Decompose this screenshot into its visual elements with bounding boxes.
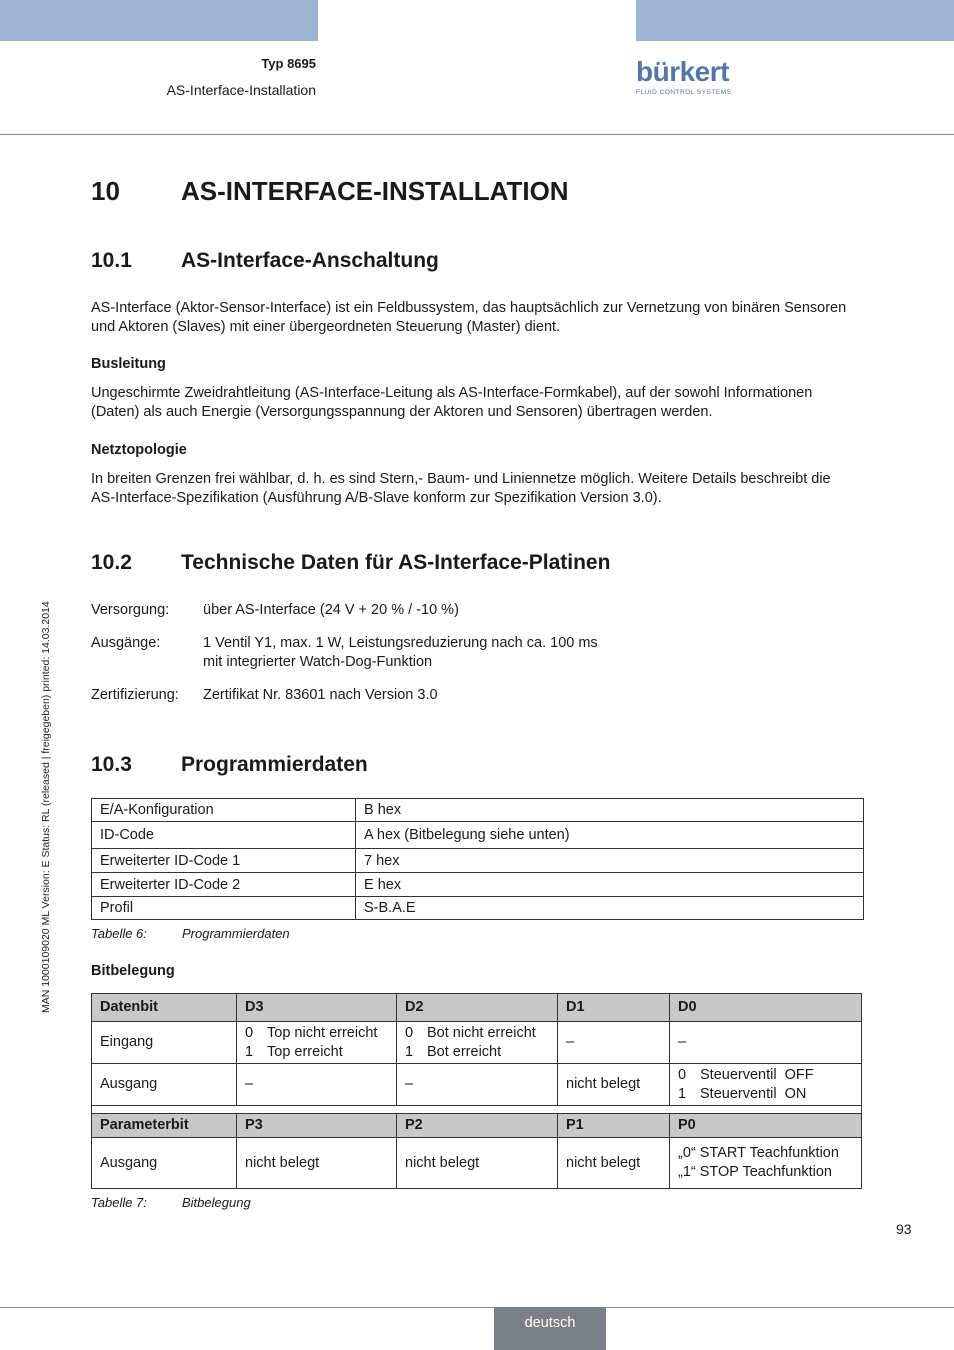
spec-value: 1 Ventil Y1, max. 1 W, Leistungsreduzierung nach ca. 100 ms: [203, 635, 598, 651]
bit-value: 0: [678, 1066, 687, 1083]
chapter-heading: [91, 176, 569, 207]
table-cell: [670, 1064, 862, 1106]
table-cell: [397, 1022, 558, 1064]
intro-paragraph: [91, 299, 863, 337]
paragraph-line: (Daten) als auch Energie (Versorgungsspannung der Aktoren und Sensoren) übertragen werden.: [91, 404, 713, 420]
section-heading-10-1: [91, 249, 439, 273]
bit-value: 0: [405, 1024, 414, 1041]
paragraph-line: In breiten Grenzen frei wählbar, d. h. es sind Stern,- Baum- und Liniennetze möglich. Weitere Details beschreibt die: [91, 471, 831, 487]
table-row: [92, 1064, 862, 1106]
table-spacer-row: [92, 1106, 862, 1114]
table-header-cell: P1: [558, 1114, 670, 1138]
page-number: 93: [896, 1221, 912, 1237]
table-header-row: [92, 994, 862, 1022]
spec-value: über AS-Interface (24 V + 20 % / -10 %): [203, 602, 459, 618]
table-cell: Ausgang: [92, 1064, 237, 1106]
header-bar-left: [0, 0, 318, 41]
table-cell: Erweiterter ID-Code 2: [92, 873, 356, 897]
paragraph-line: und Aktoren (Slaves) mit einer übergeordneten Steuerung (Master) dient.: [91, 319, 561, 335]
table-cell: Profil: [92, 897, 356, 920]
table-cell: E hex: [356, 873, 864, 897]
table-header-cell: D1: [558, 994, 670, 1022]
busleitung-paragraph: [91, 384, 863, 422]
table7-caption: [91, 1195, 251, 1210]
table-row: [92, 897, 864, 920]
section-title: Technische Daten für AS-Interface-Platinen: [181, 551, 611, 574]
doc-type: Typ 8695: [261, 56, 316, 71]
table-cell: Ausgang: [92, 1138, 237, 1189]
table-cell: –: [558, 1022, 670, 1064]
table-header-cell: Datenbit: [92, 994, 237, 1022]
bitbelegung-table: [91, 993, 862, 1189]
language-tab: deutsch: [494, 1307, 606, 1350]
bit-text: Steuerventil ON: [700, 1085, 807, 1102]
caption-number: Tabelle 7:: [91, 1195, 147, 1210]
table-header-cell: D3: [237, 994, 397, 1022]
bit-line: [678, 1085, 853, 1104]
table-cell: [670, 1138, 862, 1189]
table-cell: nicht belegt: [397, 1138, 558, 1189]
table-row: [92, 849, 864, 873]
table-row: [92, 1138, 862, 1189]
table-row: [92, 799, 864, 822]
programmierdaten-table: [91, 798, 864, 920]
netztopologie-paragraph: [91, 470, 863, 508]
bit-line: [678, 1066, 853, 1085]
logo-word: bürkert: [636, 56, 729, 87]
bit-line: „1“ STOP Teachfunktion: [678, 1164, 832, 1180]
bit-line: „0“ START Teachfunktion: [678, 1145, 839, 1161]
table-row: [92, 1022, 862, 1064]
section-number: 10.1: [91, 249, 132, 272]
spec-label: Zertifizierung:: [91, 687, 179, 703]
bit-text: Top nicht erreicht: [267, 1024, 378, 1041]
table-cell: –: [670, 1022, 862, 1064]
table-cell: –: [397, 1064, 558, 1106]
spec-value: mit integrierter Watch-Dog-Funktion: [203, 654, 433, 670]
table6-caption: [91, 926, 290, 941]
section-heading-10-2: [91, 551, 610, 575]
bitbelegung-heading: Bitbelegung: [91, 963, 175, 979]
table-cell: S-B.A.E: [356, 897, 864, 920]
table-cell: –: [237, 1064, 397, 1106]
header-divider: [0, 134, 954, 135]
burkert-logo: [636, 58, 736, 96]
caption-text: Programmierdaten: [182, 926, 290, 941]
table-cell: nicht belegt: [237, 1138, 397, 1189]
bit-value: 1: [245, 1043, 254, 1060]
table-cell: 7 hex: [356, 849, 864, 873]
footer-divider: [0, 1307, 954, 1308]
header-bar-right: [636, 0, 954, 41]
caption-number: Tabelle 6:: [91, 926, 147, 941]
spec-label: Versorgung:: [91, 602, 170, 618]
spec-label: Ausgänge:: [91, 635, 161, 651]
table-header-cell: P2: [397, 1114, 558, 1138]
paragraph-line: AS-Interface (Aktor-Sensor-Interface) ist ein Feldbussystem, das hauptsächlich zur Vernetzung von binären Sensoren: [91, 300, 847, 316]
bit-value: 1: [405, 1043, 414, 1060]
bit-line: [405, 1024, 549, 1043]
paragraph-line: AS-Interface-Spezifikation (Ausführung A/B-Slave konform zur Spezifikation Version 3.0).: [91, 490, 662, 506]
bit-text: Steuerventil OFF: [700, 1066, 814, 1083]
table-spacer-cell: [92, 1106, 862, 1114]
section-number: 10.3: [91, 753, 132, 776]
chapter-title: AS-INTERFACE-INSTALLATION: [181, 176, 569, 206]
bit-line: [245, 1024, 388, 1043]
section-heading-10-3: [91, 753, 368, 777]
side-document-info: MAN 1000109020 ML Version: E Status: RL (released | freigegeben) printed: 14.03.2014: [40, 601, 52, 1013]
table-cell: nicht belegt: [558, 1064, 670, 1106]
busleitung-heading: Busleitung: [91, 356, 166, 372]
table-cell: E/A-Konfiguration: [92, 799, 356, 822]
table-cell: [237, 1022, 397, 1064]
netztopologie-heading: Netztopologie: [91, 442, 187, 458]
chapter-number: 10: [91, 176, 120, 206]
section-number: 10.2: [91, 551, 132, 574]
bit-value: 1: [678, 1085, 687, 1102]
doc-subtitle: AS-Interface-Installation: [166, 82, 316, 98]
section-title: AS-Interface-Anschaltung: [181, 249, 439, 272]
table-row: [92, 873, 864, 897]
table-cell: nicht belegt: [558, 1138, 670, 1189]
table-header-cell: P0: [670, 1114, 862, 1138]
table-row: [92, 822, 864, 849]
table-header-cell: D0: [670, 994, 862, 1022]
table-cell: Eingang: [92, 1022, 237, 1064]
bit-text: Bot erreicht: [427, 1043, 502, 1060]
caption-text: Bitbelegung: [182, 1195, 251, 1210]
table-header-cell: P3: [237, 1114, 397, 1138]
bit-line: [245, 1043, 388, 1062]
bit-line: [405, 1043, 549, 1062]
bit-text: Bot nicht erreicht: [427, 1024, 536, 1041]
section-title: Programmierdaten: [181, 753, 368, 776]
paragraph-line: Ungeschirmte Zweidrahtleitung (AS-Interface-Leitung als AS-Interface-Formkabel), auf der sowohl Informationen: [91, 385, 813, 401]
bit-text: Top erreicht: [267, 1043, 343, 1060]
bit-value: 0: [245, 1024, 254, 1041]
table-header-row: [92, 1114, 862, 1138]
logo-tagline: FLUID CONTROL SYSTEMS: [636, 89, 732, 96]
table-cell: Erweiterter ID-Code 1: [92, 849, 356, 873]
table-header-cell: Parameterbit: [92, 1114, 237, 1138]
table-cell: B hex: [356, 799, 864, 822]
table-cell: A hex (Bitbelegung siehe unten): [356, 822, 864, 849]
spec-value: Zertifikat Nr. 83601 nach Version 3.0: [203, 687, 438, 703]
table-cell: ID-Code: [92, 822, 356, 849]
table-header-cell: D2: [397, 994, 558, 1022]
